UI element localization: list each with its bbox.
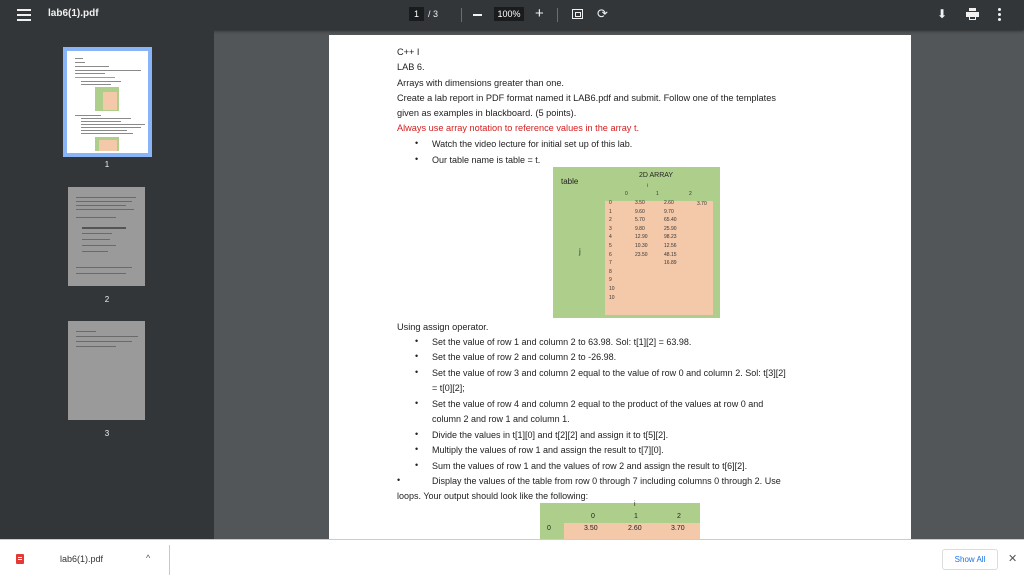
instruction-line: Create a lab report in PDF format named it LAB6.pdf and submit. Follow one of the templates bbox=[397, 93, 776, 103]
table-cell: 65.40 bbox=[664, 217, 677, 224]
table-cell: 25.90 bbox=[664, 225, 677, 232]
output-cell: 3.70 bbox=[671, 525, 685, 532]
table-title: 2D ARRAY bbox=[639, 172, 674, 179]
zoom-level-input[interactable]: 100% bbox=[494, 7, 524, 21]
more-options-icon[interactable] bbox=[998, 8, 1002, 23]
divider bbox=[461, 8, 462, 22]
print-icon[interactable] bbox=[966, 8, 979, 20]
download-item-name[interactable]: lab6(1).pdf bbox=[60, 554, 104, 564]
task-line: Display the values of the table from row 0 through 7 including columns 0 through 2. Use bbox=[432, 476, 781, 486]
row-header: 4 bbox=[609, 234, 612, 241]
table-label: table bbox=[561, 177, 579, 186]
col-var: i bbox=[634, 501, 636, 508]
divider bbox=[557, 8, 558, 22]
thumbnail-label: 3 bbox=[104, 429, 110, 438]
thumbnail-sidebar bbox=[0, 30, 214, 539]
task-line: Multiply the values of row 1 and assign the result to t[7][0]. bbox=[432, 445, 664, 455]
downloads-bar bbox=[0, 539, 1024, 579]
task-line: Set the value of row 3 and column 2 equal to the value of row 0 and column 2. Sol: t[3][2] bbox=[432, 368, 786, 378]
bullet-icon: • bbox=[415, 444, 419, 454]
row-header: 10 bbox=[609, 294, 615, 301]
table-cell: 98.23 bbox=[664, 234, 677, 241]
col-header: 1 bbox=[656, 191, 659, 197]
bullet-item: Our table name is table = t. bbox=[432, 155, 541, 165]
bullet-icon: • bbox=[415, 398, 419, 408]
row-header: 2 bbox=[609, 217, 612, 224]
instruction-line: given as examples in blackboard. (5 points). bbox=[397, 108, 577, 118]
lab-number: LAB 6. bbox=[397, 62, 425, 72]
task-line: column 2 and row 1 and column 1. bbox=[432, 414, 570, 424]
table-cell: 16.89 bbox=[664, 260, 677, 267]
chevron-up-icon[interactable]: ^ bbox=[146, 553, 151, 563]
bullet-icon: • bbox=[415, 336, 419, 346]
table-cell: 12.56 bbox=[664, 243, 677, 249]
table-cell: 2.60 bbox=[664, 200, 674, 206]
thumbnail-page-2[interactable] bbox=[68, 187, 145, 286]
col-header: 0 bbox=[625, 191, 628, 197]
zoom-in-icon[interactable]: + bbox=[535, 5, 544, 22]
col-header: 2 bbox=[677, 513, 681, 520]
row-header: 3 bbox=[609, 225, 612, 232]
output-table-figure bbox=[540, 503, 700, 539]
output-cell: 2.60 bbox=[628, 525, 642, 532]
task-line: = t[0][2]; bbox=[432, 383, 465, 393]
bullet-icon: • bbox=[415, 351, 419, 361]
table-cell: 10.30 bbox=[635, 243, 648, 249]
bullet-icon: • bbox=[397, 475, 401, 485]
row-header: 8 bbox=[609, 268, 612, 275]
table-values-area bbox=[605, 201, 713, 315]
table-cell: 9.60 bbox=[635, 208, 645, 215]
task-line: Set the value of row 4 and column 2 equal to the product of the values at row 0 and bbox=[432, 399, 764, 409]
table-cell: 23.50 bbox=[635, 251, 648, 258]
bullet-icon: • bbox=[415, 154, 419, 164]
bullet-icon: • bbox=[415, 460, 419, 470]
page-total: / 3 bbox=[428, 9, 439, 19]
table-cell: 3.50 bbox=[635, 200, 645, 206]
document-title: lab6(1).pdf bbox=[48, 8, 99, 19]
course-title: C++ I bbox=[397, 47, 420, 57]
notation-warning: Always use array notation to reference values in the array t. bbox=[397, 123, 640, 133]
task-line: Sum the values of row 1 and the values of row 2 and assign the result to t[6][2]. bbox=[432, 461, 748, 471]
row-header: 0 bbox=[547, 525, 551, 532]
col-header: 0 bbox=[591, 513, 595, 520]
bullet-icon: • bbox=[415, 429, 419, 439]
table-cell: 12.90 bbox=[635, 234, 648, 241]
task-line: Set the value of row 1 and column 2 to 63.98. Sol: t[1][2] = 63.98. bbox=[432, 337, 692, 347]
table-cell: 48.15 bbox=[664, 251, 677, 258]
row-header: 7 bbox=[609, 260, 612, 267]
row-header: 5 bbox=[609, 243, 612, 249]
thumbnail-label: 2 bbox=[104, 295, 110, 304]
task-line: loops. Your output should look like the following: bbox=[397, 491, 589, 501]
rotate-icon[interactable]: ⟳ bbox=[597, 6, 608, 21]
table-cell: 9.80 bbox=[635, 225, 645, 232]
thumbnail-label: 1 bbox=[104, 160, 110, 169]
thumbnail-page-3[interactable] bbox=[68, 321, 145, 420]
row-header: 6 bbox=[609, 251, 612, 258]
bullet-icon: • bbox=[415, 138, 419, 148]
thumbnail-page-1[interactable] bbox=[67, 51, 148, 153]
table-cell: 9.70 bbox=[664, 208, 674, 215]
row-header: 9 bbox=[609, 277, 612, 284]
lab-topic: Arrays with dimensions greater than one. bbox=[397, 78, 564, 88]
row-header: 0 bbox=[609, 200, 612, 206]
col-header: 1 bbox=[634, 513, 638, 520]
pdf-toolbar bbox=[0, 0, 1024, 30]
row-header: 1 bbox=[609, 208, 612, 215]
download-icon[interactable]: ⬇ bbox=[937, 7, 948, 21]
table-cell: 5.70 bbox=[635, 217, 645, 224]
col-var: i bbox=[647, 183, 649, 189]
bullet-icon: • bbox=[415, 367, 419, 377]
page-number-input[interactable]: 1 bbox=[409, 7, 424, 21]
fit-to-page-icon[interactable] bbox=[572, 9, 583, 19]
task-line: Set the value of row 2 and column 2 to -26.98. bbox=[432, 352, 617, 362]
divider bbox=[169, 545, 170, 575]
output-cell: 3.50 bbox=[584, 525, 598, 532]
close-icon[interactable]: ✕ bbox=[1008, 553, 1018, 565]
col-header: 2 bbox=[689, 191, 692, 197]
table-cell: 3.70 bbox=[697, 201, 707, 207]
show-all-button[interactable]: Show All bbox=[942, 549, 998, 570]
pdf-page-1 bbox=[329, 35, 911, 539]
pdf-file-icon bbox=[16, 554, 24, 564]
menu-icon[interactable] bbox=[17, 9, 31, 21]
assign-heading: Using assign operator. bbox=[397, 322, 489, 332]
row-var: j bbox=[579, 247, 581, 256]
task-line: Divide the values in t[1][0] and t[2][2] and assign it to t[5][2]. bbox=[432, 430, 669, 440]
row-header: 10 bbox=[609, 286, 615, 292]
zoom-out-icon[interactable] bbox=[473, 14, 482, 16]
bullet-item: Watch the video lecture for initial set up of this lab. bbox=[432, 139, 633, 149]
array-table-figure bbox=[553, 167, 720, 318]
